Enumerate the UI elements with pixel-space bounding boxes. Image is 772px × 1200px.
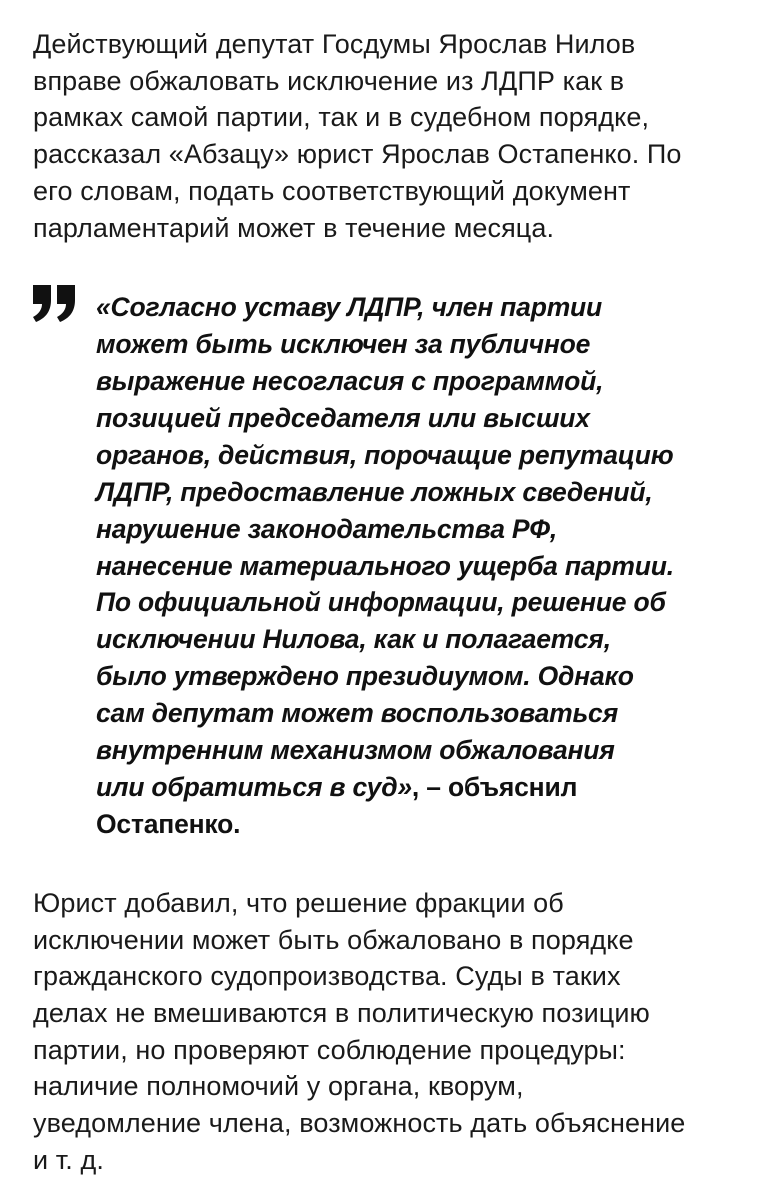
intro-line: Действующий депутат Госдумы Ярослав Нилов <box>33 29 636 59</box>
closing-line: гражданского судопроизводства. Суды в таких <box>33 961 621 992</box>
closing-line: партии, но проверяют соблюдение процедуры: <box>33 1034 626 1065</box>
closing-line: уведомление члена, возможность дать объяснение <box>33 1108 686 1139</box>
quote-last-fragment: или обратиться в суд» <box>96 772 412 802</box>
closing-line: наличие полномочий у органа, кворум, <box>33 1071 524 1102</box>
closing-line: Юрист добавил, что решение фракции об <box>33 887 564 918</box>
quote-line: органов, действия, порочащие репутацию <box>96 439 674 470</box>
intro-line: рассказал «Абзацу» юрист Ярослав Остапенко. По <box>33 139 682 170</box>
quote-last-line <box>96 769 753 806</box>
intro-paragraph <box>33 26 753 246</box>
quote-mark-icon <box>30 283 78 323</box>
quote-line: нарушение законодательства РФ, <box>96 513 558 544</box>
quote-line: выражение несогласия с программой, <box>96 366 604 397</box>
closing-line: исключении может быть обжаловано в порядке <box>33 924 634 955</box>
quote-line: было утверждено президиумом. Однако <box>96 661 634 692</box>
quote-line: может быть исключен за публичное <box>96 329 591 360</box>
quote-line: нанесение материального ущерба партии. <box>96 550 674 581</box>
attribution-name: Остапенко. <box>96 808 241 839</box>
intro-line: его словам, подать соответствующий документ <box>33 175 631 206</box>
quote-line: «Согласно уставу ЛДПР, член партии <box>96 292 603 323</box>
intro-line: рамках самой партии, так и в судебном порядке, <box>33 102 650 133</box>
quote-line: По официальной информации, решение об <box>96 587 666 618</box>
quote-line: ЛДПР, предоставление ложных сведений, <box>96 476 653 507</box>
closing-paragraph <box>33 885 753 1179</box>
intro-line: вправе обжаловать исключение из ЛДПР как в <box>33 65 625 96</box>
quote-line: сам депутат может воспользоваться <box>96 698 618 729</box>
closing-line: делах не вмешиваются в политическую позицию <box>33 997 650 1028</box>
intro-line: парламентарий может в течение месяца. <box>33 212 555 243</box>
quote-text <box>96 289 753 843</box>
closing-line: и т. д. <box>33 1144 104 1175</box>
quote-attribution: , – объяснил <box>411 772 578 802</box>
quote-line: внутренним механизмом обжалования <box>96 735 615 766</box>
blockquote <box>33 289 753 843</box>
quote-line: позицией председателя или высших <box>96 402 590 433</box>
quote-line: исключении Нилова, как и полагается, <box>96 624 611 655</box>
article-body <box>33 26 753 1178</box>
